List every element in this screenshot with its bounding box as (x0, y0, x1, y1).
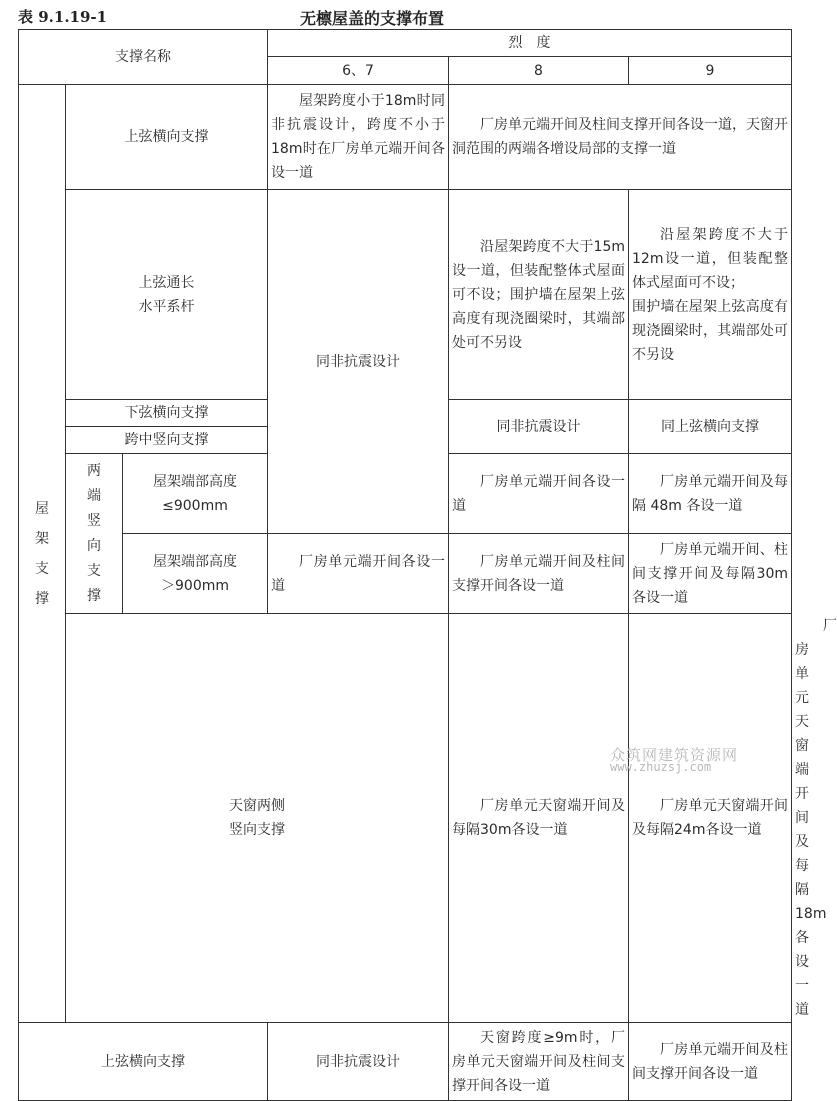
row-end-height-le900-9: 厂房单元端开间及每隔 48m 各设一道 (629, 454, 792, 534)
header-intensity-8: 8 (449, 57, 629, 85)
table-number: 表 9.1.19-1 (18, 8, 108, 26)
row-end-height-le900-8: 厂房单元端开间各设一道 (449, 454, 629, 534)
row-skylight-upper-chord-8: 天窗跨度≥9m时，厂房单元天窗端开间及柱间支撑开间各设一道 (449, 1023, 629, 1101)
row-lower-chord-lateral-name: 下弦横向支撑 (66, 400, 268, 427)
row-skylight-upper-chord-67: 同非抗震设计 (268, 1023, 449, 1101)
row-upper-chord-tie-name: 上弦通长 水平系杆 (66, 190, 268, 400)
header-intensity: 烈 度 (268, 30, 792, 57)
row-end-height-gt900-8: 厂房单元端开间及柱间支撑开间各设一道 (449, 534, 629, 614)
row-end-height-gt900-67: 厂房单元端开间各设一道 (268, 534, 449, 614)
row-midspan-vertical-name: 跨中竖向支撑 (66, 427, 268, 454)
header-intensity-6-7: 6、7 (268, 57, 449, 85)
row-skylight-vertical-name: 天窗两侧 竖向支撑 (66, 614, 449, 1023)
row-end-height-gt900-name: 屋架端部高度 ＞900mm (123, 534, 268, 614)
row-upper-chord-tie-8: 沿屋架跨度不大于15m设一道，但装配整体式屋面可不设；围护墙在屋架上弦高度有现浇圈梁时，其端部处可不另设 (449, 190, 629, 400)
row-shared-67: 同非抗震设计 (268, 190, 449, 534)
group-roof-truss-support: 屋 架 支 撑 (19, 85, 66, 1023)
row-skylight-vertical-8: 厂房单元天窗端开间及每隔24m各设一道 (629, 614, 792, 1023)
watermark-url: www.zhuzsj.com (610, 760, 712, 774)
row-skylight-upper-chord-name: 上弦横向支撑 (19, 1023, 268, 1101)
row-skylight-vertical-67: 厂房单元天窗端开间及每隔30m各设一道 (449, 614, 629, 1023)
row-skylight-upper-chord-9: 厂房单元端开间及柱间支撑开间各设一道 (629, 1023, 792, 1101)
support-layout-table: 支撑名称 烈 度 6、7 8 9 屋 架 支 撑 上弦横向支撑 屋架跨度小于18m时同非抗震设计，跨度不小于18m时在厂房单元端开间各设一道 厂房单元端开间及柱间支撑开间各设一道，天窗开洞范围的两端各增设局部的支撑一道 上弦通长 水平系杆 同非抗震设计 沿屋架跨度不大于15m设一道，但装配整体式屋面可不设；围护墙在屋架上弦高度有现浇圈梁时，其端部处可不另设 沿屋架跨度不大于12m设一道，但装配整体式屋面可不设； 围护墙在屋架上弦高度有现浇圈梁时，其端部处可不另设 下弦横向支撑 同非抗震设计 同上弦横向支撑 跨中竖向支撑 两 端 竖 向 支 撑 屋架端部高度 ≤900mm 厂房单元端开间各设一道 厂房单元端开间及每隔 48m 各设一道 屋架端部高度 ＞900mm 厂房单元端开间各设一道 厂房单元端开间及柱间支撑开间各设一道 厂房单元端开间、柱间支撑开间及每隔30m各设一道 天窗两侧 竖向支撑 厂房单元天窗端开间及每隔30m各设一道 厂房单元天窗端开间及每隔24m各设一道 厂房单元天窗端开间及每隔 18m 各设一道 上弦横向支撑 同非抗震设计 天窗跨度≥9m时，厂房单元天窗端开间及柱间支撑开间各设一道 厂房单元端开间及柱间支撑开间各设一道 (18, 29, 792, 1101)
header-support-name: 支撑名称 (19, 30, 268, 85)
row-upper-chord-lateral-67: 屋架跨度小于18m时同非抗震设计，跨度不小于18m时在厂房单元端开间各设一道 (268, 85, 449, 190)
row-upper-chord-lateral-name: 上弦横向支撑 (66, 85, 268, 190)
watermark-text: 众筑网建筑资源网 (610, 746, 739, 764)
row-upper-chord-tie-9: 沿屋架跨度不大于12m设一道，但装配整体式屋面可不设； 围护墙在屋架上弦高度有现浇圈梁时，其端部处可不另设 (629, 190, 792, 400)
row-shared-9-r34: 同上弦横向支撑 (629, 400, 792, 454)
subgroup-end-vertical-support: 两 端 竖 向 支 撑 (66, 454, 123, 614)
header-intensity-9: 9 (629, 57, 792, 85)
table-title: 无檩屋盖的支撑布置 (300, 9, 445, 28)
row-shared-8-r34: 同非抗震设计 (449, 400, 629, 454)
row-end-height-le900-name: 屋架端部高度 ≤900mm (123, 454, 268, 534)
row-end-height-gt900-9: 厂房单元端开间、柱间支撑开间及每隔30m各设一道 (629, 534, 792, 614)
table-caption (0, 4, 800, 30)
row-upper-chord-lateral-89: 厂房单元端开间及柱间支撑开间各设一道，天窗开洞范围的两端各增设局部的支撑一道 (449, 85, 792, 190)
